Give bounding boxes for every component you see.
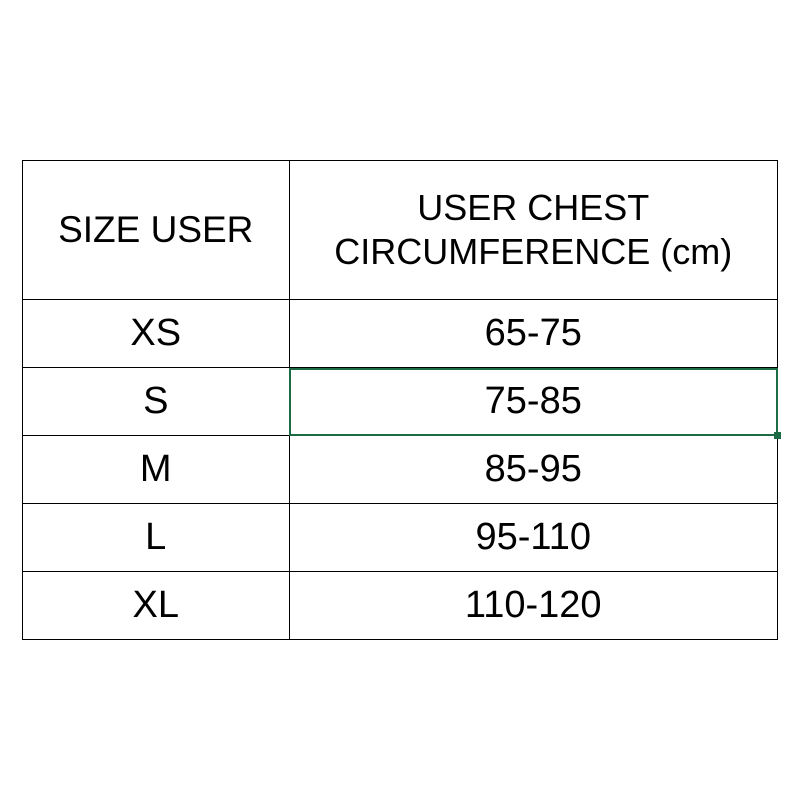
- selection-fill-handle[interactable]: [774, 432, 781, 439]
- size-chart-table: [22, 160, 778, 640]
- table-row: [23, 436, 778, 504]
- column-header-chest-line1: USER CHEST: [417, 187, 650, 229]
- cell-size[interactable]: L: [23, 504, 290, 572]
- cell-chest[interactable]: 95-110: [289, 504, 778, 572]
- cell-chest[interactable]: 85-95: [289, 436, 778, 504]
- table-header-row: [23, 161, 778, 300]
- table-row: [23, 572, 778, 640]
- cell-chest-selected[interactable]: [289, 368, 778, 436]
- cell-size[interactable]: S: [23, 368, 290, 436]
- table-row: [23, 300, 778, 368]
- cell-chest-value: 75-85: [484, 380, 582, 422]
- size-chart-container: [22, 160, 778, 640]
- cell-size[interactable]: M: [23, 436, 290, 504]
- table-row: [23, 368, 778, 436]
- column-header-chest-line2: CIRCUMFERENCE (cm): [334, 231, 733, 272]
- cell-chest[interactable]: 110-120: [289, 572, 778, 640]
- cell-size[interactable]: XL: [23, 572, 290, 640]
- cell-chest[interactable]: 65-75: [289, 300, 778, 368]
- cell-size[interactable]: XS: [23, 300, 290, 368]
- column-header-size: SIZE USER: [23, 161, 290, 300]
- table-row: [23, 504, 778, 572]
- column-header-chest: [289, 161, 778, 300]
